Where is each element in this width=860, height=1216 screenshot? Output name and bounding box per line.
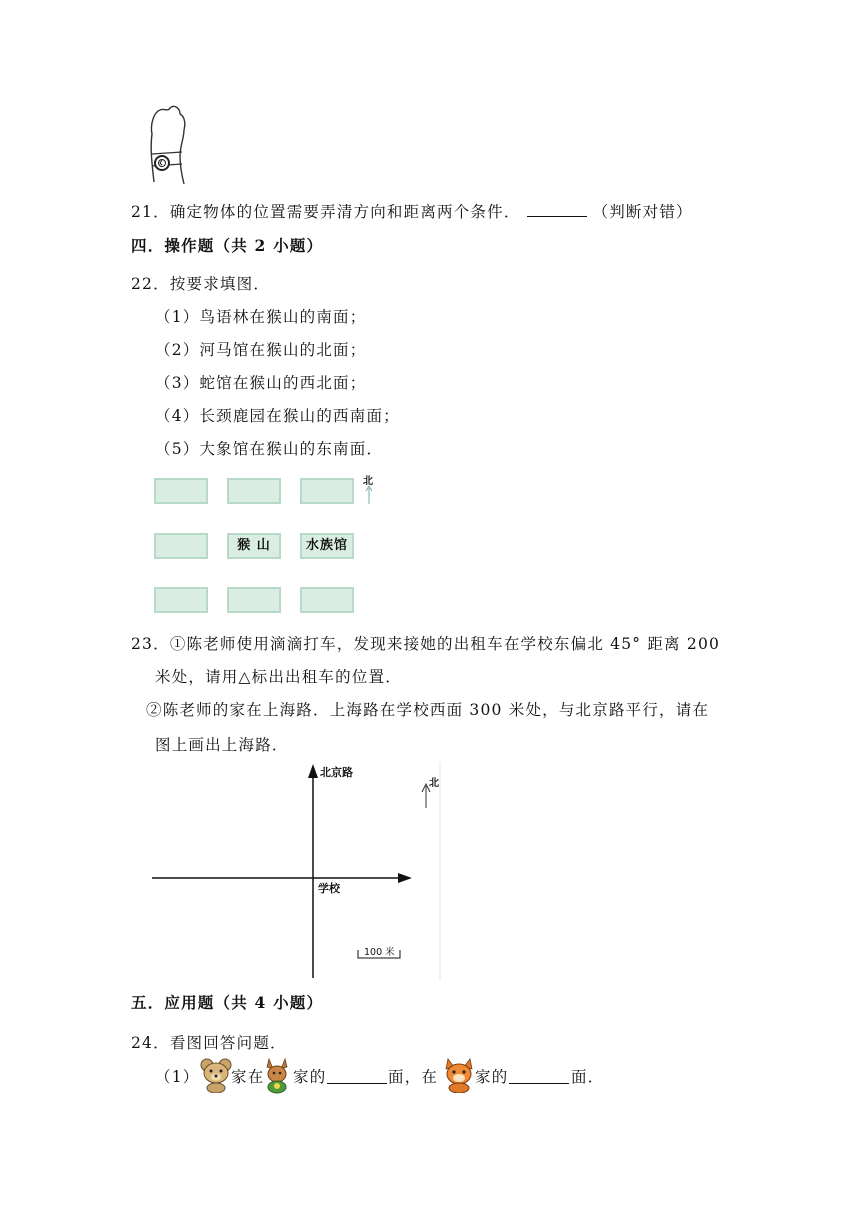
question-21-suffix: （判断对错） (592, 203, 693, 221)
question-21 (131, 200, 693, 222)
part1-t1: 家在 (231, 1068, 265, 1086)
answer-blank[interactable] (327, 1069, 387, 1084)
north-arrow-icon (365, 486, 373, 504)
part1-t3: 面，在 (388, 1068, 439, 1086)
question-24-number: 24． (131, 1034, 170, 1052)
question-24-text: 看图回答问题． (169, 1034, 287, 1052)
question-22-item: （3）蛇馆在猴山的西北面； (155, 374, 367, 392)
question-24 (131, 1031, 287, 1053)
answer-blank[interactable] (527, 202, 587, 217)
grid-box-southeast[interactable] (300, 587, 354, 613)
answer-blank[interactable] (509, 1069, 569, 1084)
question-23-line1: 23．①陈老师使用滴滴打车，发现来接她的出租车在学校东偏北 45° 距离 200 (131, 635, 721, 653)
part1-t2: 家的 (293, 1068, 327, 1086)
question-22-item: （5）大象馆在猴山的东南面． (155, 440, 384, 458)
question-21-text: 确定物体的位置需要弄清方向和距离两个条件． (169, 203, 521, 221)
question-23-line4: 图上画出上海路． (155, 736, 289, 754)
school-map (150, 760, 442, 982)
question-22-number: 22． (131, 275, 170, 293)
squirrel-icon (442, 1057, 476, 1093)
rabbit-icon (263, 1057, 291, 1095)
map-scale-label: 100 米 (364, 947, 395, 958)
grid-box-south[interactable] (227, 587, 281, 613)
bear-icon (199, 1057, 233, 1093)
grid-box-northeast[interactable] (300, 478, 354, 504)
map-road-label: 北京路 (320, 766, 353, 779)
question-22-item: （4）长颈鹿园在猴山的西南面； (155, 407, 400, 425)
question-22 (131, 272, 270, 294)
grid-north-label: 北 (363, 476, 373, 487)
map-school-label: 学校 (318, 882, 340, 895)
section-4-title: 四．操作题（共 2 小题） (131, 236, 324, 255)
part1-t4: 家的 (475, 1068, 509, 1086)
grid-box-aquarium: 水族馆 (300, 533, 354, 559)
question-23-line2: 米处，请用△标出出租车的位置． (155, 668, 402, 686)
question-23-line3: ②陈老师的家在上海路．上海路在学校西面 300 米处，与北京路平行，请在 (146, 701, 710, 719)
section-5-title: 五．应用题（共 4 小题） (131, 993, 324, 1012)
part1-prefix: （1） (155, 1068, 200, 1086)
hand-watch-illustration (140, 104, 196, 192)
part1-t5: 面． (571, 1068, 605, 1086)
map-north-label: 北 (429, 778, 439, 789)
grid-box-north[interactable] (227, 478, 281, 504)
question-21-number: 21． (131, 203, 170, 221)
grid-box-northwest[interactable] (154, 478, 208, 504)
grid-box-monkey-hill: 猴 山 (227, 533, 281, 559)
grid-box-southwest[interactable] (154, 587, 208, 613)
question-22-item: （1）鸟语林在猴山的南面； (155, 308, 367, 326)
question-22-item: （2）河马馆在猴山的北面； (155, 341, 367, 359)
question-22-text: 按要求填图． (169, 275, 271, 293)
grid-box-west[interactable] (154, 533, 208, 559)
